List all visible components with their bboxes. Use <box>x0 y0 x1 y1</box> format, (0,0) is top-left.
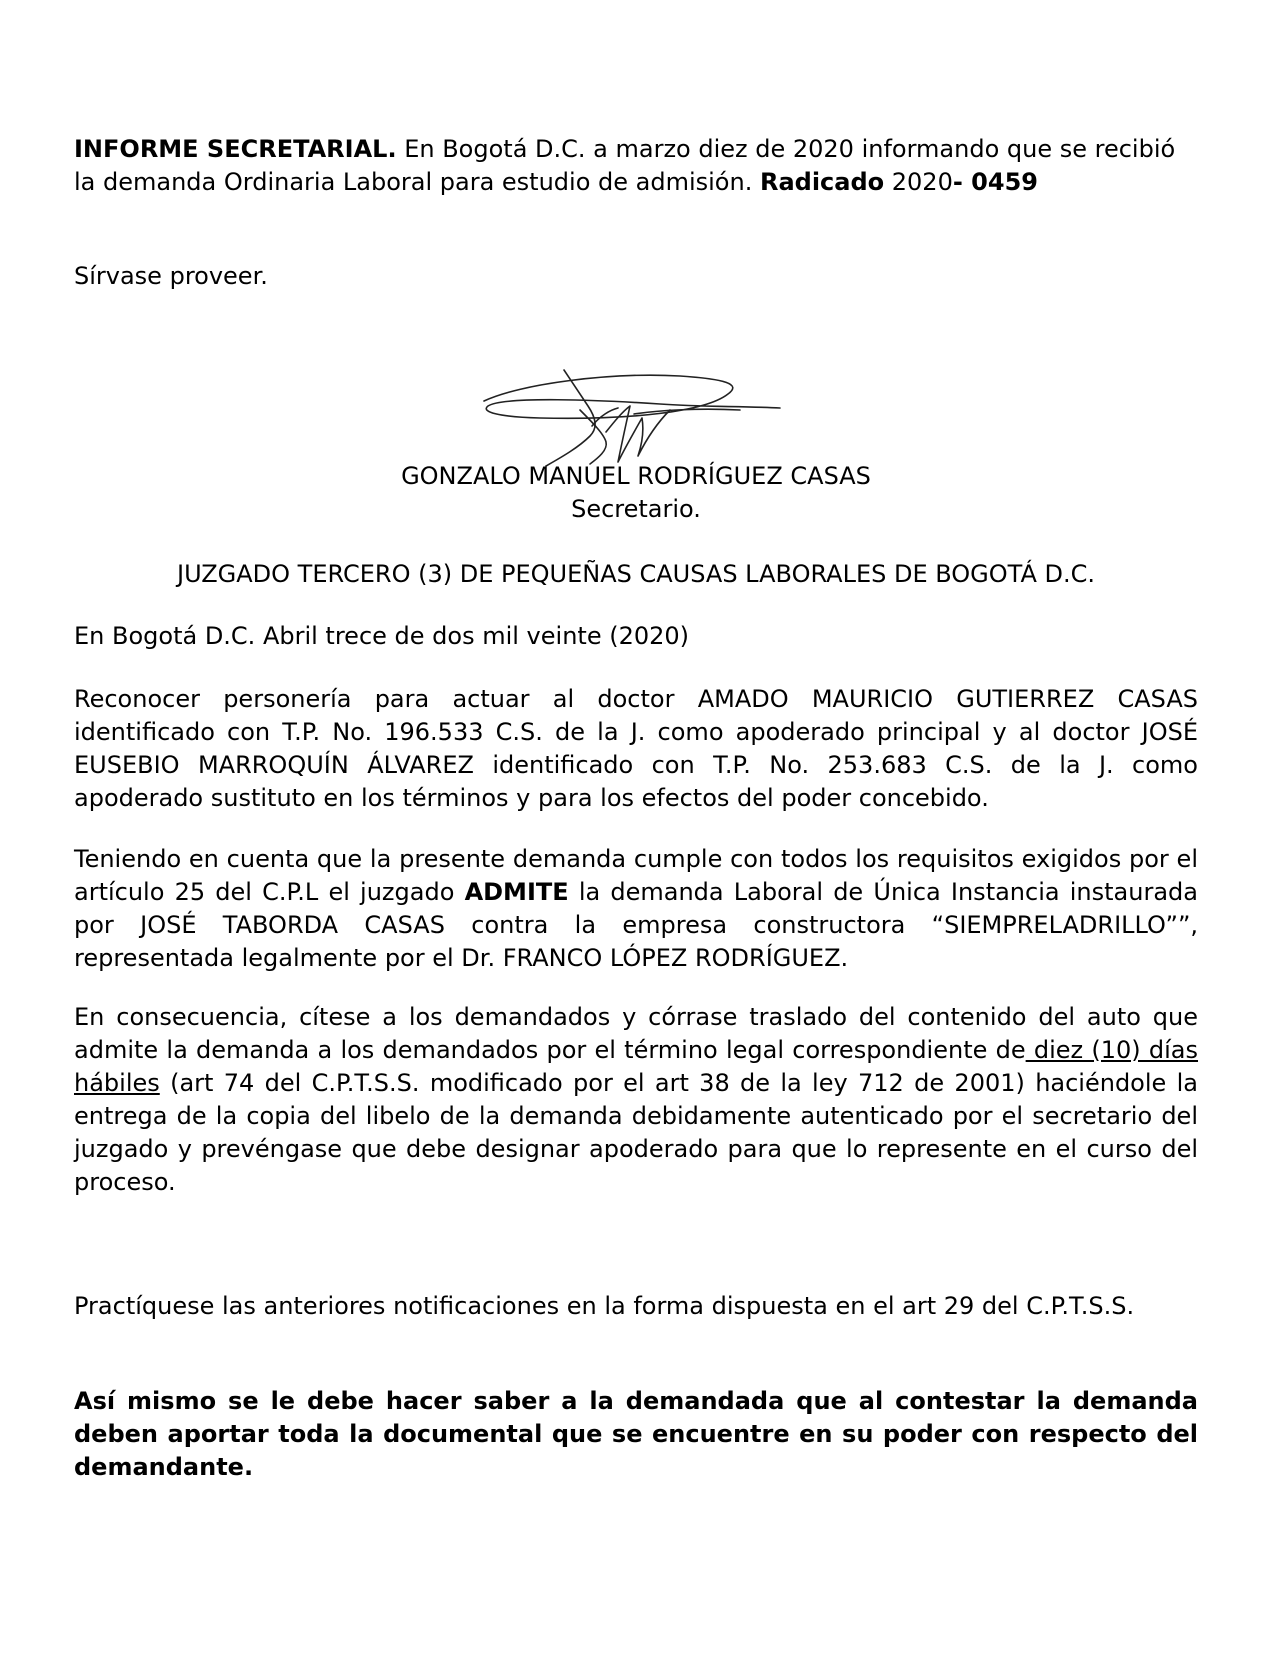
notification-text-1: En consecuencia, cítese a los demandados y córrase traslado del contenido del auto que admite la demanda a los demandados por el término legal correspondiente de <box>74 1003 1198 1064</box>
radicado-year: 2020 <box>884 168 953 196</box>
signatory-name: GONZALO MANUEL RODRÍGUEZ CASAS <box>401 462 871 490</box>
radicado-label: Radicado <box>759 168 885 196</box>
date-line: En Bogotá D.C. Abril trece de dos mil veinte (2020) <box>74 622 690 650</box>
notification-text-2: (art 74 del C.P.T.S.S. modificado por el art 38 de la ley 712 de 2001) haciéndole la entrega de la copia del libelo de la demanda debidamente autenticado por el secretario del juzgado y prevéngase que debe designar apoderado para que lo represente en el curso del proceso. <box>74 1069 1198 1196</box>
request-line: Sírvase proveer. <box>74 262 268 290</box>
secretarial-report <box>74 133 1198 199</box>
radicado-number: - 0459 <box>952 168 1038 196</box>
signatory-role: Secretario. <box>571 495 701 523</box>
court-title: JUZGADO TERCERO (3) DE PEQUEÑAS CAUSAS LABORALES DE BOGOTÁ D.C. <box>176 560 1096 588</box>
notification-term: diez (10) días hábiles <box>74 1036 1199 1097</box>
paragraph-recognition: Reconocer personería para actuar al doctor AMADO MAURICIO GUTIERREZ CASAS identificado con T.P. No. 196.533 C.S. de la J. como apoderado principal y al doctor JOSÉ EUSEBIO MARROQUÍN ÁLVAREZ identificado con T.P. No. 253.683 C.S. de la J. como apoderado sustituto en los términos y para los efectos del poder concebido. <box>74 685 1198 812</box>
paragraph-practice: Practíquese las anteriores notificaciones en la forma dispuesta en el art 29 del C.P.T.S.S. <box>74 1292 1135 1320</box>
admission-text-2: la demanda Laboral de Única Instancia instaurada por JOSÉ TABORDA CASAS contra la empresa constructora “SIEMPRELADRILLO””, representada legalmente por el Dr. FRANCO LÓPEZ RODRÍGUEZ. <box>74 878 1198 972</box>
paragraph-warning: Así mismo se le debe hacer saber a la demandada que al contestar la demanda deben aportar toda la documental que se encuentre en su poder con respecto del demandante. <box>74 1387 1198 1481</box>
report-text: En Bogotá D.C. a marzo diez de 2020 informando que se recibió la demanda Ordinaria Laboral para estudio de admisión. <box>74 135 1176 196</box>
paragraph-notification <box>74 1001 1198 1199</box>
paragraph-admission <box>74 843 1198 975</box>
report-heading: INFORME SECRETARIAL. <box>74 135 397 163</box>
admite-keyword: ADMITE <box>464 878 569 906</box>
admission-text-1: Teniendo en cuenta que la presente demanda cumple con todos los requisitos exigidos por el artículo 25 del C.P.L el juzgado <box>74 845 1198 906</box>
